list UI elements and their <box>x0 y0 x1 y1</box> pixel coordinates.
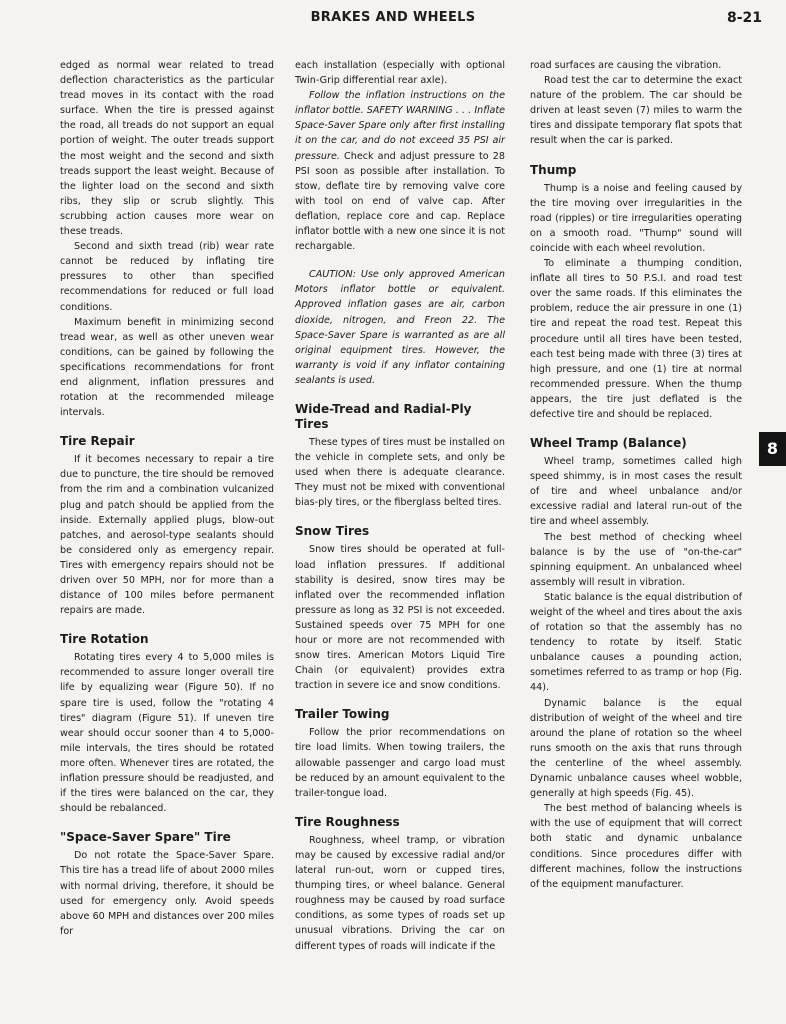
section-heading-tire-repair: Tire Repair <box>60 434 135 449</box>
section-heading-thump: Thump <box>530 162 577 177</box>
paragraph: edged as normal wear related to tread deflection characteristics as the particular tread moves in its contact with the road surface. When the tire is pressed against the road, all treads do not support an equal portion of weight. The outer treads support the most weight and the second and sixth treads support the least weight. Because of the lighter load on the second and sixth ribs, they slip or scrub slightly. This scrubbing action causes more wear on these treads. <box>60 60 274 238</box>
paragraph-text: Check and adjust pressure to 28 PSI soon as possible after installation. To stow, deflate tire by removing valve core with tool on end of valve cap. After deflation, replace core and cap. Replace inflator bottle with a new one since it is not rechargable. <box>295 150 505 253</box>
paragraph: Road test the car to determine the exact nature of the problem. The car should be driven at least seven (7) miles to warm the tires and dissipate temporary flat spots that result when the car is parked. <box>530 75 742 147</box>
page-title: BRAKES AND WHEELS <box>310 10 476 25</box>
paragraph: These types of tires must be installed on the vehicle in complete sets, and only be used when there is adequate clearance. They must not be mixed with conventional bias-ply tires, or the fiberglass belted tires. <box>295 436 505 509</box>
caution-note: CAUTION: Use only approved American Motors inflator bottle or equivalent. Approved inflation gases are air, carbon dioxide, nitrogen, and Freon 22. The Space-Saver Spare is warranted as are all original equipment tires. However, the warranty is void if any inflator containing sealants is used. <box>295 269 505 386</box>
section-heading-wheel-tramp: Wheel Tramp (Balance) <box>530 436 687 451</box>
page-number: 8-21 <box>726 10 762 26</box>
paragraph: Roughness, wheel tramp, or vibration may be caused by excessive radial and/or lateral run-out, worn or cupped tires, thumping tires, or wheel balance. General roughness may be caused by road surface conditions, as some types of roads set up unusual vibrations. Driving the car on different types of roads will indicate if the <box>295 834 505 952</box>
paragraph: To eliminate a thumping condition, inflate all tires to 50 P.S.I. and road test over the same roads. If this eliminates the problem, reduce the air pressure in one (1) tire and repeat the road test. Repeat this procedure until all tires have been tested, each test being made with three (3) tires at high pressure, and one (1) tire at normal recommended pressure. When the thump appears, the tire just deflated is the defective tire and should be replaced. <box>530 258 742 420</box>
middle-column <box>295 58 505 954</box>
section-heading-trailer-towing: Trailer Towing <box>295 707 390 722</box>
paragraph: The best method of balancing wheels is with the use of equipment that will correct both static and dynamic unbalance conditions. Since procedures differ with different machines, follow the instructions of the equipment manufacturer. <box>530 803 742 890</box>
section-heading-wide-tread: Wide-Tread and Radial-Ply Tires <box>295 401 472 431</box>
section-heading-tire-rotation: Tire Rotation <box>60 632 149 647</box>
paragraph: each installation (especially with optional Twin-Grip differential rear axle). <box>295 60 505 87</box>
paragraph-inflation <box>295 88 505 254</box>
paragraph: Do not rotate the Space-Saver Spare. This tire has a tread life of about 2000 miles with normal driving, therefore, it should be used for emergency only. Avoid speeds above 60 MPH and distances over 200 miles for <box>60 850 274 937</box>
section-tab: 8 <box>759 432 786 466</box>
paragraph: road surfaces are causing the vibration. <box>530 60 722 71</box>
paragraph: Dynamic balance is the equal distribution of weight of the wheel and tire around the plane of rotation so the wheel runs smooth on the axis that runs through the centerline of the wheel assembly. Dynamic unbalance causes wheel wobble, generally at high speeds (Fig. 45). <box>530 697 742 800</box>
paragraph: Thump is a noise and feeling caused by the tire moving over irregularities in the road (ripples) or tire irregularities operating on a smooth road. "Thump" sound will coincide with each wheel revolution. <box>530 182 742 254</box>
section-heading-space-saver-spare: "Space-Saver Spare" Tire <box>60 830 231 845</box>
section-heading-tire-roughness: Tire Roughness <box>295 814 400 829</box>
paragraph: Second and sixth tread (rib) wear rate cannot be reduced by inflating tire pressures to other than specified recommendations for reduced or full load conditions. <box>60 241 274 313</box>
paragraph: Follow the prior recommendations on tire load limits. When towing trailers, the allowable passenger and cargo load must be reduced by an amount equivalent to the trailer-tongue load. <box>295 727 505 799</box>
paragraph: If it becomes necessary to repair a tire due to puncture, the tire should be removed from the rim and a combination vulcanized plug and patch should be applied from the inside. Externally applied plugs, blow-out patches, and aerosol-type sealants should be considered only as emergency repair. Tires with emergency repairs should not be driven over 50 MPH, nor for more than a distance of 100 miles before permanent repairs are made. <box>60 454 274 617</box>
paragraph: Wheel tramp, sometimes called high speed shimmy, is in most cases the result of tire and wheel unbalance and/or excessive radial and lateral run-out of the tire and wheel assembly. <box>530 456 742 528</box>
paragraph: Static balance is the equal distribution of weight of the wheel and tires about the axis of rotation so that the assembly has no tendency to rotate by itself. Static unbalance causes a pounding action, sometimes referred to as tramp or hop (Fig. 44). <box>530 591 742 694</box>
paragraph: The best method of checking wheel balance is by the use of "on-the-car" spinning equipment. An unbalanced wheel assembly will result in vibration. <box>530 531 742 588</box>
right-column <box>530 58 742 892</box>
section-heading-snow-tires: Snow Tires <box>295 524 370 539</box>
paragraph: Maximum benefit in minimizing second tread wear, as well as other uneven wear conditions, can be gained by following the specifications recommendations for front end alignment, inflation pressures and rotation at the recommended mileage intervals. <box>60 316 274 419</box>
left-column <box>60 58 274 939</box>
page-header <box>0 8 786 30</box>
paragraph: Snow tires should be operated at full-load inflation pressures. If additional stability is desired, snow tires may be inflated over the recommended inflation pressure as long as 32 PSI is not exceeded. Sustained speeds over 75 MPH for one hour or more are not recommended with snow tires. American Motors Liquid Tire Chain (or equivalent) provides extra traction in severe ice and snow conditions. <box>295 544 505 692</box>
paragraph: Rotating tires every 4 to 5,000 miles is recommended to assure longer overall tire life by equalizing wear (Figure 50). If no spare tire is used, follow the "rotating 4 tires" diagram (Figure 51). If uneven tire wear should occur sooner than 4 to 5,000-mile intervals, the tires should be rotated more often. Whenever tires are rotated, the inflation pressure should be readjusted, and if the tires were balanced on the car, they should be rebalanced. <box>60 652 274 815</box>
safety-warning-text: Follow the inflation instructions on the inflator bottle. SAFETY WARNING . . . Inflate Space-Saver Spare only after first installing it on the car, and do not exceed 35 PSI air pressure. <box>295 90 505 162</box>
